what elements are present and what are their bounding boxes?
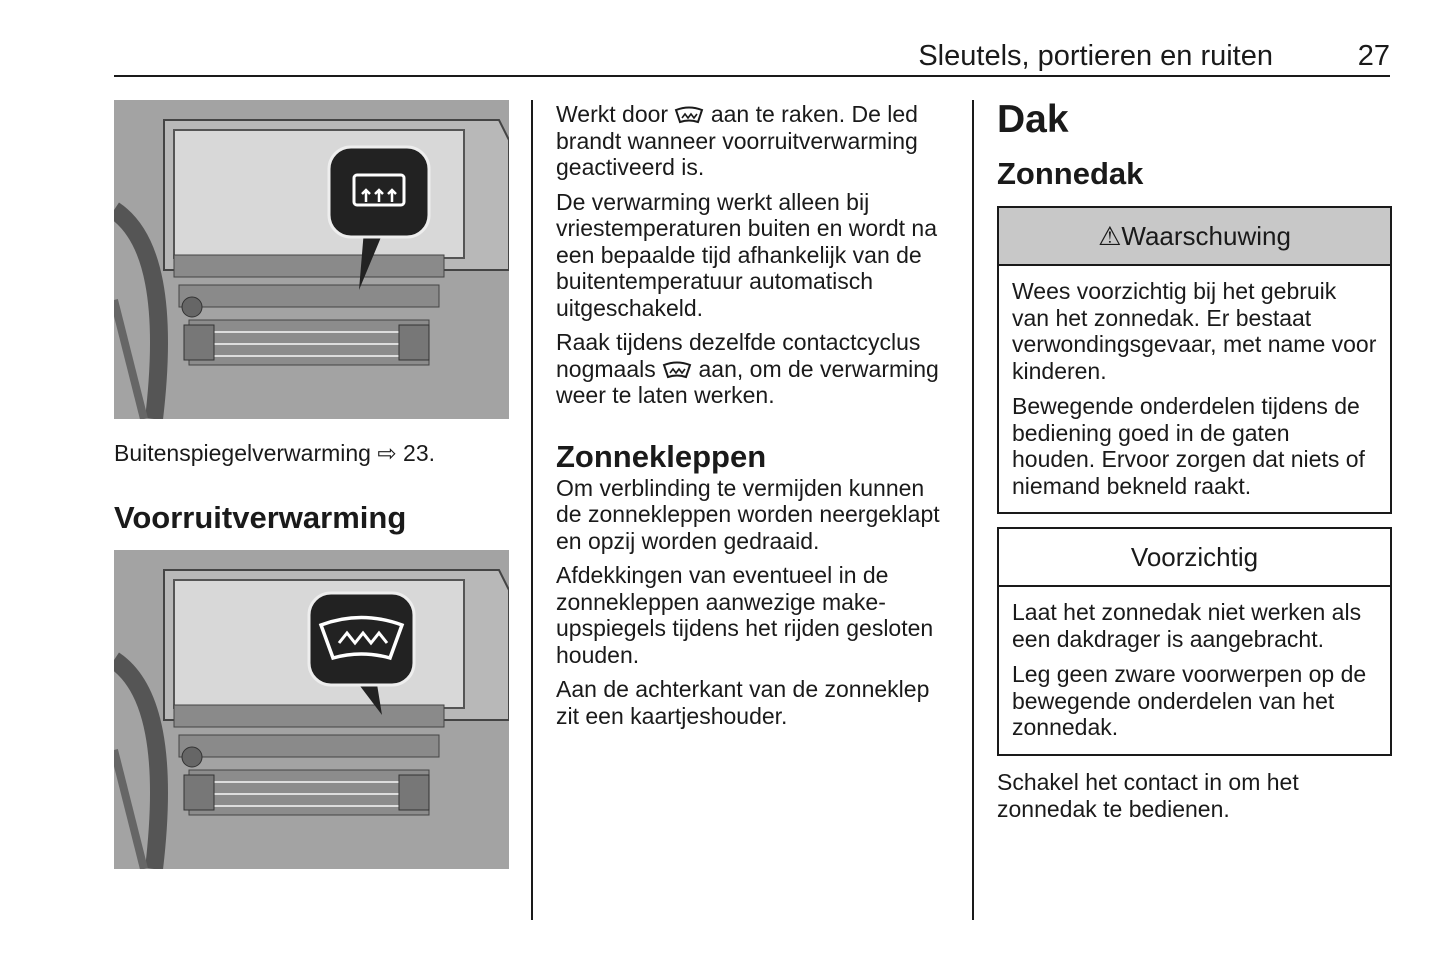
warning-triangle-icon: ⚠ xyxy=(1098,220,1122,251)
warning-header: ⚠ Waarschuwing xyxy=(999,208,1390,266)
section-heading-zonnekleppen: Zonnekleppen xyxy=(556,438,767,474)
page-number: 27 xyxy=(1357,40,1390,72)
column-divider xyxy=(972,100,974,920)
dashboard-figure-rear-defrost xyxy=(114,100,509,419)
caution-box xyxy=(997,527,1392,756)
paragraph: Schakel het contact in om het zonnedak te bedienen. xyxy=(997,769,1299,822)
paragraph: Werkt door aan te raken. De led brandt wanneer voorruitverwarming geactiveerd is. xyxy=(556,101,918,180)
paragraph: Om verblinding te vermijden kunnen de zonnekleppen worden neergeklapt en opzij worden gedraaid. xyxy=(556,474,940,554)
windshield-defrost-icon xyxy=(662,361,692,379)
paragraph: Raak tijdens dezelfde contactcyclus nogmaals aan, om de verwarming weer te laten werken. xyxy=(556,329,939,408)
header-rule xyxy=(114,75,1390,77)
paragraph: Afdekkingen van eventueel in de zonnekleppen aanwezige make-upspiegels tijdens het rijden gesloten houden. xyxy=(556,562,934,668)
running-header-title: Sleutels, portieren en ruiten xyxy=(918,40,1273,72)
section-heading-zonnedak: Zonnedak xyxy=(997,156,1144,191)
paragraph: Laat het zonnedak niet werken als een dakdrager is aangebracht. xyxy=(1012,599,1362,652)
windshield-defrost-icon xyxy=(674,106,704,124)
paragraph: Wees voorzichtig bij het gebruik van het zonnedak. Er bestaat verwondingsgevaar, met name voor kinderen. xyxy=(1012,278,1377,384)
warning-box xyxy=(997,206,1392,514)
page-reference-arrow-icon: ⇨ xyxy=(377,440,397,466)
paragraph: De verwarming werkt alleen bij vriestemperaturen buiten en wordt na een bepaalde tijd afhankelijk van de buitentemperatuur automatisch uitgeschakeld. xyxy=(556,188,937,321)
dashboard-figure-windshield-defrost xyxy=(114,550,509,869)
chapter-heading-dak: Dak xyxy=(997,98,1069,141)
caution-header: Voorzichtig xyxy=(999,529,1390,587)
paragraph: Bewegende onderdelen tijdens de bediening goed in de gaten houden. Ervoor zorgen dat niets of niemand bekneld raakt. xyxy=(1012,393,1365,499)
column-divider xyxy=(531,100,533,920)
figure-caption xyxy=(114,440,509,467)
paragraph: Leg geen zware voorwerpen op de bewegende onderdelen van het zonnedak. xyxy=(1012,661,1367,740)
caption-page-ref[interactable]: 23. xyxy=(403,440,436,466)
paragraph: Aan de achterkant van de zonneklep zit een kaartjeshouder. xyxy=(556,676,930,729)
section-heading-voorruitverwarming: Voorruitverwarming xyxy=(114,500,407,535)
column-2 xyxy=(556,101,956,737)
caption-text: Buitenspiegelverwarming xyxy=(114,440,371,466)
